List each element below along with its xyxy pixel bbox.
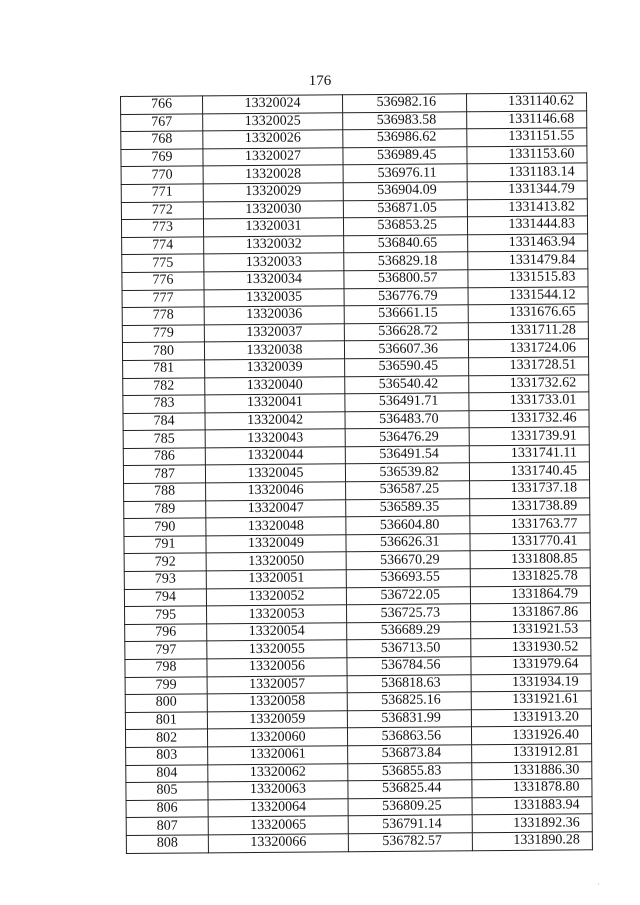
y-coordinate-cell: 1331770.41 xyxy=(470,533,590,552)
point-number-cell: 808 xyxy=(126,835,208,853)
point-id-cell: 13320056 xyxy=(207,658,347,677)
point-id-cell: 13320057 xyxy=(207,675,347,694)
y-coordinate-cell: 1331930.52 xyxy=(471,638,591,657)
point-id-cell: 13320053 xyxy=(207,605,347,624)
x-coordinate-cell: 536873.84 xyxy=(348,745,472,764)
y-coordinate-cell: 1331444.83 xyxy=(467,216,587,235)
y-coordinate-cell: 1331515.83 xyxy=(468,269,588,288)
point-id-cell: 13320054 xyxy=(207,623,347,642)
point-id-cell: 13320062 xyxy=(208,763,348,782)
y-coordinate-cell: 1331151.55 xyxy=(467,128,587,147)
point-id-cell: 13320066 xyxy=(208,834,348,853)
x-coordinate-cell: 536539.82 xyxy=(345,463,469,482)
point-number-cell: 787 xyxy=(123,465,205,483)
point-id-cell: 13320063 xyxy=(208,781,348,800)
point-id-cell: 13320060 xyxy=(207,728,347,747)
point-number-cell: 767 xyxy=(121,113,203,131)
corner-mark: · xyxy=(597,880,600,889)
x-coordinate-cell: 536725.73 xyxy=(347,604,471,623)
point-id-cell: 13320059 xyxy=(207,711,347,730)
point-number-cell: 807 xyxy=(126,817,208,835)
point-id-cell: 13320043 xyxy=(205,429,345,448)
point-id-cell: 13320045 xyxy=(205,464,345,483)
point-id-cell: 13320050 xyxy=(206,552,346,571)
page-number: 176 xyxy=(308,73,332,89)
point-number-cell: 789 xyxy=(124,500,206,518)
point-id-cell: 13320033 xyxy=(204,253,344,272)
point-id-cell: 13320046 xyxy=(206,482,346,501)
point-id-cell: 13320032 xyxy=(204,235,344,254)
y-coordinate-cell: 1331740.45 xyxy=(469,462,589,481)
y-coordinate-cell: 1331413.82 xyxy=(467,198,587,217)
y-coordinate-cell: 1331737.18 xyxy=(470,480,590,499)
point-number-cell: 804 xyxy=(126,764,208,782)
y-coordinate-cell: 1331890.28 xyxy=(472,832,592,851)
x-coordinate-cell: 536604.80 xyxy=(346,516,470,535)
point-number-cell: 790 xyxy=(124,518,206,536)
point-number-cell: 782 xyxy=(123,377,205,395)
x-coordinate-cell: 536982.16 xyxy=(342,94,466,113)
point-number-cell: 803 xyxy=(126,747,208,765)
point-id-cell: 13320024 xyxy=(203,95,343,114)
x-coordinate-cell: 536628.72 xyxy=(344,322,468,341)
x-coordinate-cell: 536713.50 xyxy=(347,639,471,658)
point-id-cell: 13320026 xyxy=(203,130,343,149)
point-number-cell: 800 xyxy=(125,694,207,712)
x-coordinate-cell: 536863.56 xyxy=(347,727,471,746)
y-coordinate-cell: 1331463.94 xyxy=(468,234,588,253)
point-number-cell: 796 xyxy=(125,624,207,642)
x-coordinate-cell: 536587.25 xyxy=(346,481,470,500)
x-coordinate-cell: 536540.42 xyxy=(345,375,469,394)
point-id-cell: 13320036 xyxy=(204,306,344,325)
point-id-cell: 13320030 xyxy=(203,200,343,219)
y-coordinate-cell: 1331732.46 xyxy=(469,410,589,429)
x-coordinate-cell: 536800.57 xyxy=(344,270,468,289)
y-coordinate-cell: 1331867.86 xyxy=(471,603,591,622)
y-coordinate-cell: 1331739.91 xyxy=(469,427,589,446)
y-coordinate-cell: 1331979.64 xyxy=(471,656,591,675)
point-number-cell: 781 xyxy=(123,360,205,378)
point-id-cell: 13320042 xyxy=(205,411,345,430)
x-coordinate-cell: 536670.29 xyxy=(346,551,470,570)
point-number-cell: 774 xyxy=(122,237,204,255)
point-id-cell: 13320028 xyxy=(203,165,343,184)
x-coordinate-cell: 536825.16 xyxy=(347,692,471,711)
point-number-cell: 801 xyxy=(125,712,207,730)
point-id-cell: 13320027 xyxy=(203,148,343,167)
point-id-cell: 13320038 xyxy=(204,341,344,360)
point-number-cell: 776 xyxy=(122,272,204,290)
y-coordinate-cell: 1331825.78 xyxy=(470,568,590,587)
y-coordinate-cell: 1331732.62 xyxy=(469,374,589,393)
point-id-cell: 13320065 xyxy=(208,816,348,835)
y-coordinate-cell: 1331921.61 xyxy=(471,691,591,710)
y-coordinate-cell: 1331763.77 xyxy=(470,515,590,534)
coordinates-table-body xyxy=(121,93,593,853)
y-coordinate-cell: 1331892.36 xyxy=(472,814,592,833)
point-number-cell: 769 xyxy=(121,149,203,167)
x-coordinate-cell: 536476.29 xyxy=(345,428,469,447)
x-coordinate-cell: 536589.35 xyxy=(346,498,470,517)
point-id-cell: 13320037 xyxy=(204,323,344,342)
x-coordinate-cell: 536853.25 xyxy=(343,217,467,236)
point-number-cell: 794 xyxy=(124,588,206,606)
y-coordinate-cell: 1331733.01 xyxy=(469,392,589,411)
x-coordinate-cell: 536784.56 xyxy=(347,657,471,676)
point-id-cell: 13320041 xyxy=(205,394,345,413)
point-number-cell: 802 xyxy=(125,729,207,747)
point-id-cell: 13320039 xyxy=(205,359,345,378)
point-number-cell: 766 xyxy=(121,96,203,114)
x-coordinate-cell: 536809.25 xyxy=(348,798,472,817)
point-number-cell: 785 xyxy=(123,430,205,448)
y-coordinate-cell: 1331146.68 xyxy=(467,110,587,129)
x-coordinate-cell: 536491.71 xyxy=(345,393,469,412)
y-coordinate-cell: 1331921.53 xyxy=(471,621,591,640)
point-number-cell: 777 xyxy=(122,289,204,307)
y-coordinate-cell: 1331913.20 xyxy=(471,709,591,728)
point-id-cell: 13320029 xyxy=(203,183,343,202)
x-coordinate-cell: 536483.70 xyxy=(345,410,469,429)
x-coordinate-cell: 536782.57 xyxy=(348,833,472,852)
point-number-cell: 780 xyxy=(122,342,204,360)
x-coordinate-cell: 536818.63 xyxy=(347,674,471,693)
coordinates-table xyxy=(120,92,593,853)
x-coordinate-cell: 536904.09 xyxy=(343,182,467,201)
x-coordinate-cell: 536689.29 xyxy=(347,622,471,641)
x-coordinate-cell: 536831.99 xyxy=(347,710,471,729)
y-coordinate-cell: 1331479.84 xyxy=(468,251,588,270)
x-coordinate-cell: 536590.45 xyxy=(345,358,469,377)
point-id-cell: 13320064 xyxy=(208,798,348,817)
y-coordinate-cell: 1331183.14 xyxy=(467,163,587,182)
y-coordinate-cell: 1331724.06 xyxy=(468,339,588,358)
point-number-cell: 795 xyxy=(125,606,207,624)
point-number-cell: 771 xyxy=(121,184,203,202)
point-number-cell: 779 xyxy=(122,325,204,343)
y-coordinate-cell: 1331738.89 xyxy=(470,497,590,516)
point-number-cell: 806 xyxy=(126,800,208,818)
point-number-cell: 805 xyxy=(126,782,208,800)
x-coordinate-cell: 536626.31 xyxy=(346,534,470,553)
point-id-cell: 13320048 xyxy=(206,517,346,536)
y-coordinate-cell: 1331883.94 xyxy=(472,797,592,816)
y-coordinate-cell: 1331741.11 xyxy=(469,445,589,464)
x-coordinate-cell: 536855.83 xyxy=(348,762,472,781)
x-coordinate-cell: 536791.14 xyxy=(348,815,472,834)
y-coordinate-cell: 1331711.28 xyxy=(468,322,588,341)
x-coordinate-cell: 536825.44 xyxy=(348,780,472,799)
x-coordinate-cell: 536776.79 xyxy=(344,287,468,306)
x-coordinate-cell: 536989.45 xyxy=(343,147,467,166)
point-number-cell: 784 xyxy=(123,413,205,431)
x-coordinate-cell: 536829.18 xyxy=(344,252,468,271)
point-number-cell: 773 xyxy=(121,219,203,237)
point-number-cell: 792 xyxy=(124,553,206,571)
y-coordinate-cell: 1331676.65 xyxy=(468,304,588,323)
point-number-cell: 783 xyxy=(123,395,205,413)
point-number-cell: 798 xyxy=(125,659,207,677)
y-coordinate-cell: 1331140.62 xyxy=(466,93,586,112)
y-coordinate-cell: 1331912.81 xyxy=(472,744,592,763)
point-id-cell: 13320049 xyxy=(206,535,346,554)
point-number-cell: 793 xyxy=(124,571,206,589)
point-id-cell: 13320031 xyxy=(203,218,343,237)
point-number-cell: 770 xyxy=(121,166,203,184)
x-coordinate-cell: 536976.11 xyxy=(343,164,467,183)
point-number-cell: 788 xyxy=(124,483,206,501)
y-coordinate-cell: 1331934.19 xyxy=(471,673,591,692)
point-number-cell: 778 xyxy=(122,307,204,325)
point-id-cell: 13320052 xyxy=(206,587,346,606)
point-id-cell: 13320047 xyxy=(206,499,346,518)
y-coordinate-cell: 1331886.30 xyxy=(472,761,592,780)
x-coordinate-cell: 536661.15 xyxy=(344,305,468,324)
point-number-cell: 797 xyxy=(125,641,207,659)
point-id-cell: 13320044 xyxy=(205,447,345,466)
y-coordinate-cell: 1331808.85 xyxy=(470,550,590,569)
point-number-cell: 768 xyxy=(121,131,203,149)
x-coordinate-cell: 536607.36 xyxy=(344,340,468,359)
point-id-cell: 13320034 xyxy=(204,271,344,290)
x-coordinate-cell: 536722.05 xyxy=(346,586,470,605)
y-coordinate-cell: 1331728.51 xyxy=(469,357,589,376)
point-id-cell: 13320025 xyxy=(203,112,343,131)
point-id-cell: 13320061 xyxy=(208,746,348,765)
point-id-cell: 13320040 xyxy=(205,376,345,395)
point-id-cell: 13320035 xyxy=(204,288,344,307)
point-number-cell: 772 xyxy=(121,201,203,219)
x-coordinate-cell: 536693.55 xyxy=(346,569,470,588)
x-coordinate-cell: 536871.05 xyxy=(343,199,467,218)
x-coordinate-cell: 536986.62 xyxy=(343,129,467,148)
y-coordinate-cell: 1331344.79 xyxy=(467,181,587,200)
y-coordinate-cell: 1331544.12 xyxy=(468,286,588,305)
point-number-cell: 799 xyxy=(125,676,207,694)
y-coordinate-cell: 1331153.60 xyxy=(467,146,587,165)
point-number-cell: 786 xyxy=(123,448,205,466)
x-coordinate-cell: 536491.54 xyxy=(345,446,469,465)
point-id-cell: 13320055 xyxy=(207,640,347,659)
y-coordinate-cell: 1331926.40 xyxy=(471,726,591,745)
point-number-cell: 775 xyxy=(122,254,204,272)
x-coordinate-cell: 536840.65 xyxy=(344,235,468,254)
y-coordinate-cell: 1331878.80 xyxy=(472,779,592,798)
y-coordinate-cell: 1331864.79 xyxy=(470,585,590,604)
point-id-cell: 13320058 xyxy=(207,693,347,712)
point-id-cell: 13320051 xyxy=(206,570,346,589)
point-number-cell: 791 xyxy=(124,536,206,554)
table-row xyxy=(126,832,592,853)
x-coordinate-cell: 536983.58 xyxy=(343,111,467,130)
